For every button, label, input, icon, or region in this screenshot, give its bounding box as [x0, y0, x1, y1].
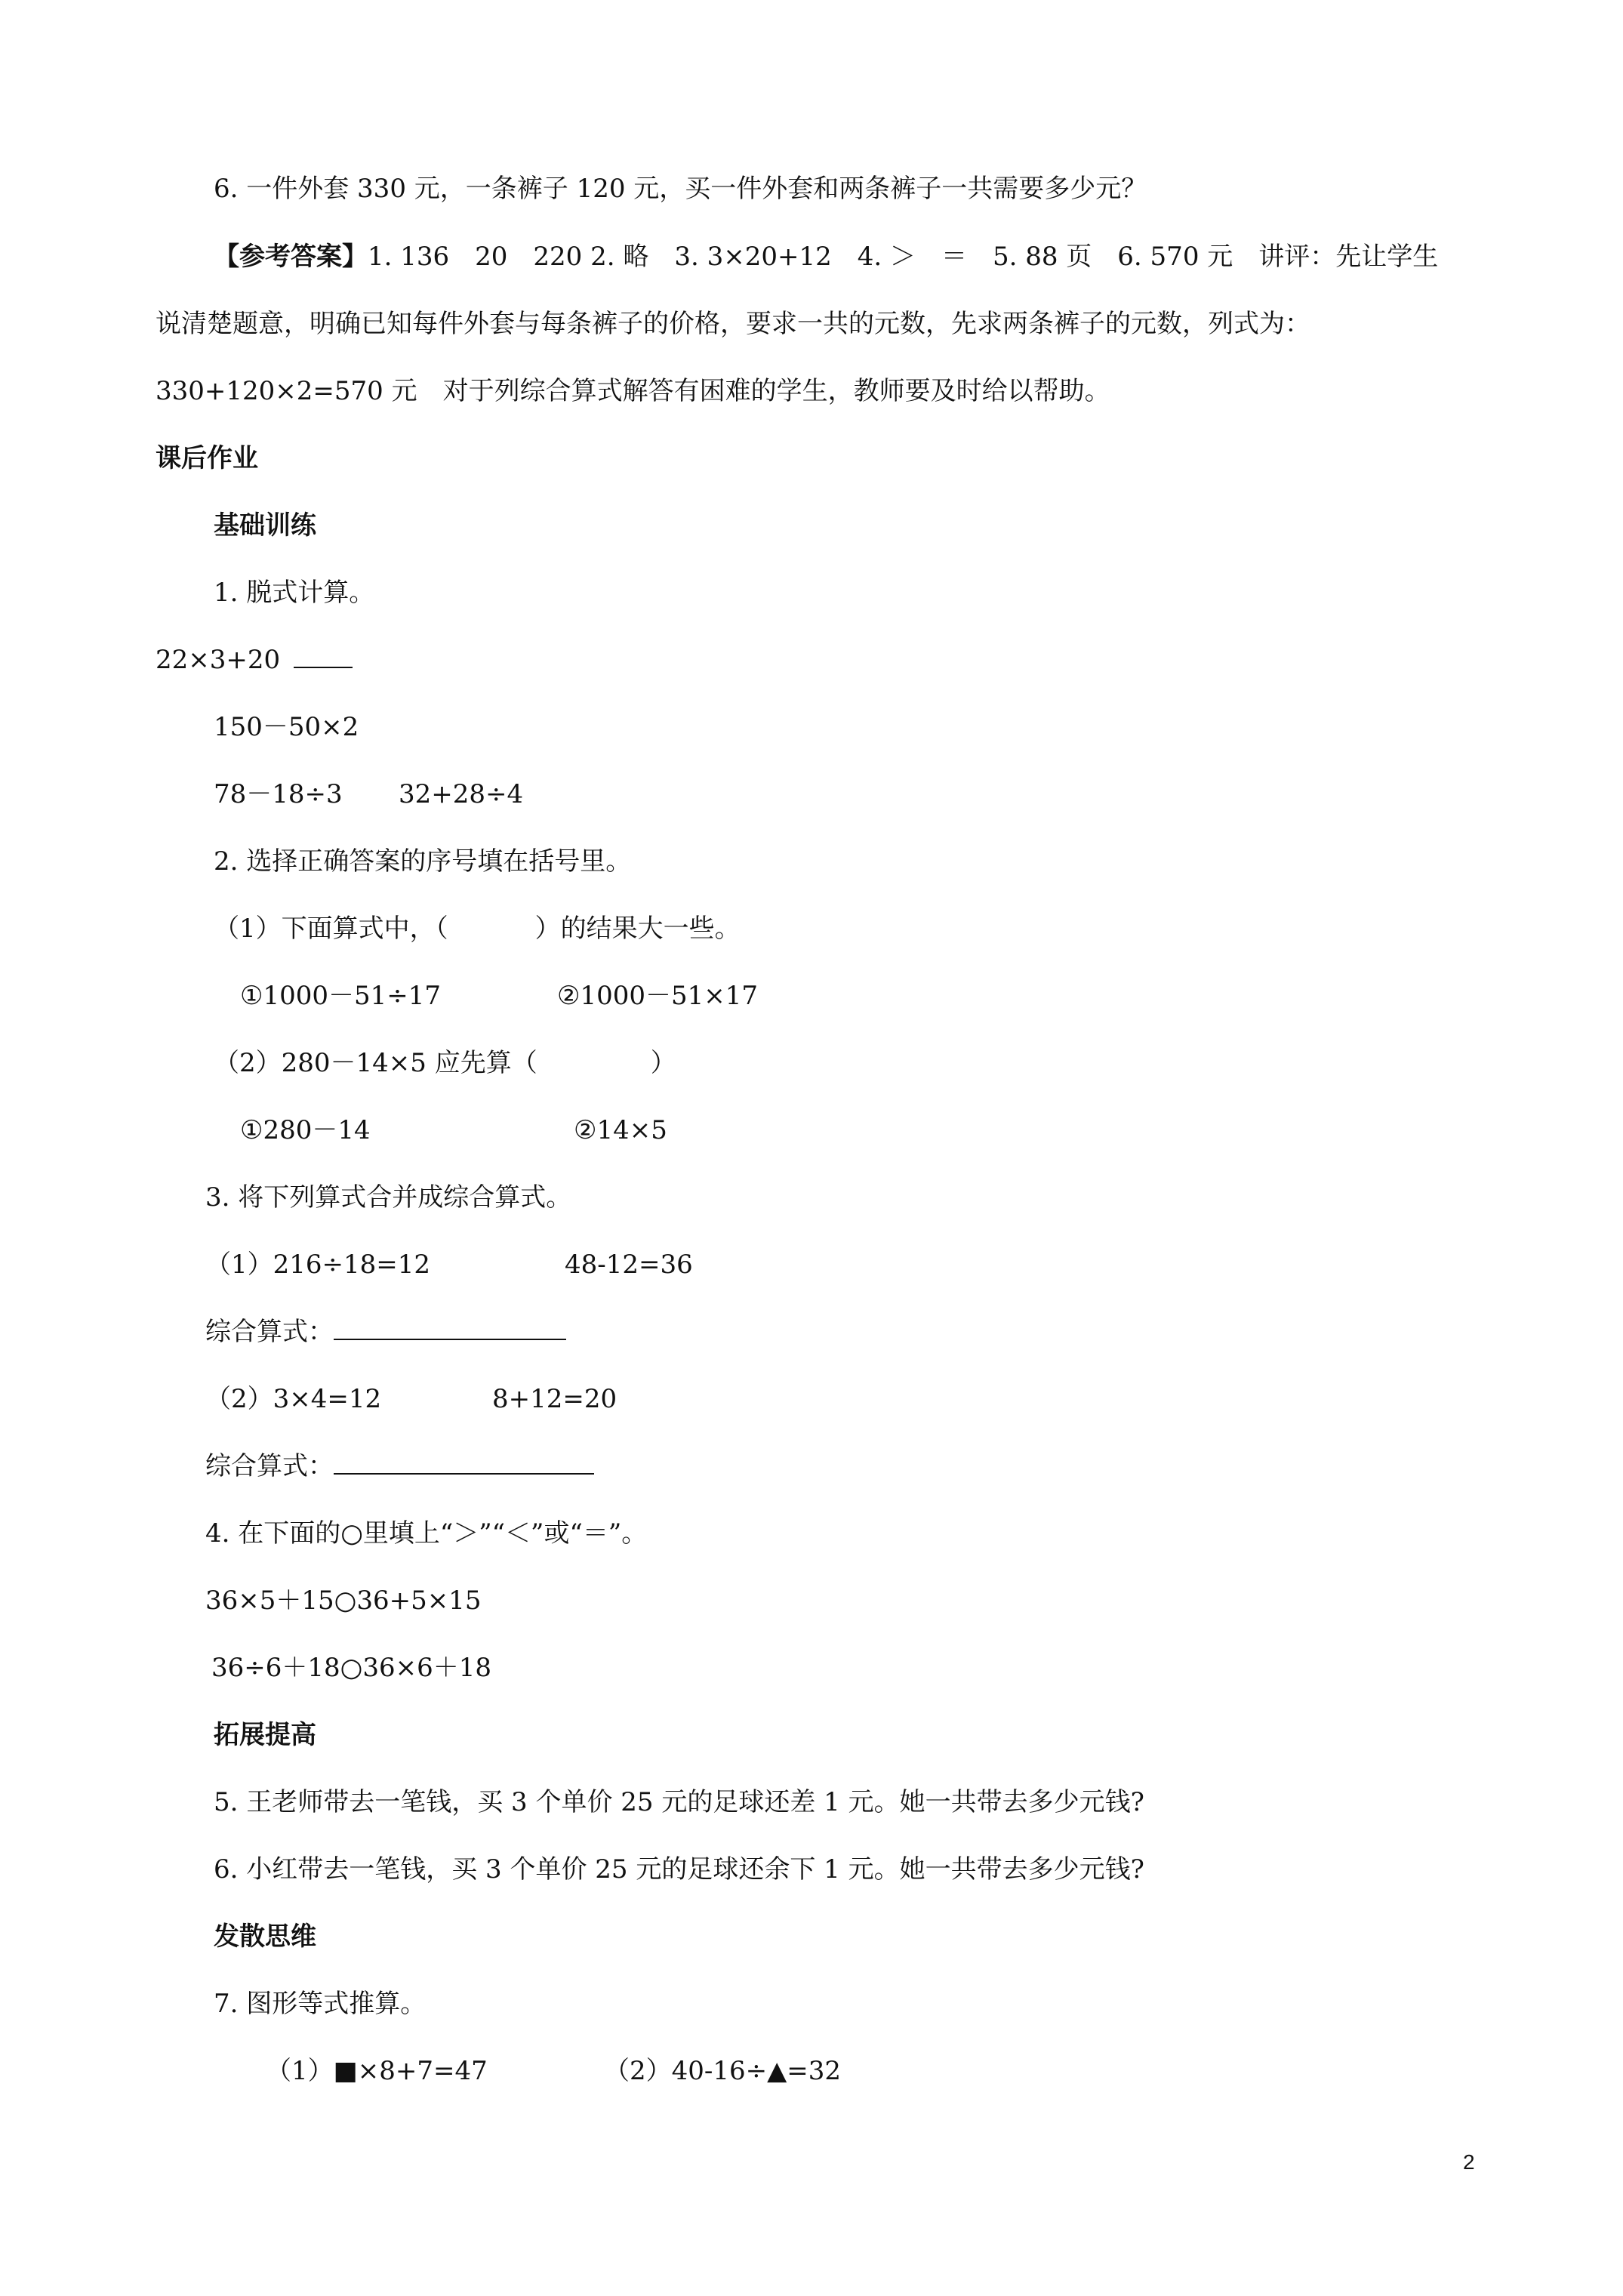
q2-sub2-option-1: ①280－14: [240, 1115, 371, 1145]
page-number: 2: [1463, 2150, 1475, 2174]
answer-text-1: 1. 136 20 220 2. 略 3. 3×20+12 4. ＞ ＝ 5. 88 页 6. 570 元 讲评：先让学生: [368, 242, 1439, 272]
answer-blank: [334, 1450, 594, 1475]
answer-label: 【参考答案】: [214, 242, 368, 272]
q1-expr-3: 78－18÷3: [214, 779, 343, 809]
q2-sub1-option-2: ②1000－51×17: [557, 981, 759, 1011]
basic-training-title: 基础训练: [214, 510, 316, 541]
q4-expr-1: 36×5＋15○36+5×15: [205, 1586, 482, 1616]
q7-expr-1: （1）■×8+7=47: [266, 2056, 488, 2086]
q3-combined-row-1: [205, 1315, 566, 1348]
q4-title: 4. 在下面的○里填上“＞”“＜”或“＝”。: [205, 1518, 648, 1549]
q3-sub2-expr-1: （2）3×4=12: [205, 1384, 382, 1414]
q2-sub1-text-b: ）的结果大一些。: [534, 914, 741, 944]
divergent-title: 发散思维: [214, 1922, 316, 1952]
q7-expr-2: （2）40-16÷▲=32: [604, 2056, 842, 2086]
homework-title: 课后作业: [156, 443, 258, 473]
q3-sub2-expr-2: 8+12=20: [492, 1384, 617, 1414]
q2-sub2-option-2: ②14×5: [574, 1115, 667, 1145]
extend-title: 拓展提高: [214, 1720, 316, 1750]
q1-expr-1-row: [156, 643, 353, 676]
answer-line-3: 330+120×2=570 元 对于列综合算式解答有困难的学生，教师要及时给以帮助。: [156, 376, 1110, 406]
answer-blank: [294, 644, 353, 668]
q1-title: 1. 脱式计算。: [214, 578, 375, 608]
q2-sub1-option-1: ①1000－51÷17: [240, 981, 442, 1011]
q3-sub1-expr-2: 48-12=36: [565, 1250, 693, 1280]
q6: 6. 小红带去一笔钱，买 3 个单价 25 元的足球还余下 1 元。她一共带去多少元钱?: [214, 1854, 1144, 1885]
q2-title: 2. 选择正确答案的序号填在括号里。: [214, 846, 632, 877]
q1-expr-4: 32+28÷4: [399, 779, 524, 809]
q5: 5. 王老师带去一笔钱，买 3 个单价 25 元的足球还差 1 元。她一共带去多少元钱?: [214, 1787, 1144, 1817]
combined-formula-label: 综合算式：: [205, 1317, 334, 1347]
answer-line-1: [214, 240, 1438, 273]
q2-sub2-text-a: （2）280－14×5 应先算（: [214, 1048, 537, 1078]
prev-question-6: 6. 一件外套 330 元，一条裤子 120 元，买一件外套和两条裤子一共需要多少元？: [214, 174, 1147, 204]
q3-sub1-expr-1: （1）216÷18=12: [205, 1250, 431, 1280]
q2-sub2-text-b: ）: [650, 1048, 676, 1078]
q2-sub1-text-a: （1）下面算式中，（: [214, 914, 448, 944]
q2-sub1-row: [214, 912, 741, 945]
q4-expr-2: 36÷6＋18○36×6＋18: [211, 1653, 491, 1683]
q7-title: 7. 图形等式推算。: [214, 1989, 427, 2019]
answer-line-2: 说清楚题意，明确已知每件外套与每条裤子的价格，要求一共的元数，先求两条裤子的元数，列式为：: [156, 309, 1310, 339]
q3-title: 3. 将下列算式合并成综合算式。: [205, 1182, 572, 1213]
q1-expr-1: 22×3+20: [156, 645, 281, 675]
q2-sub2-row: [214, 1046, 676, 1080]
combined-formula-label: 综合算式：: [205, 1451, 334, 1481]
q1-expr-2: 150－50×2: [214, 712, 359, 742]
answer-blank: [334, 1316, 566, 1340]
q3-combined-row-2: [205, 1450, 594, 1483]
